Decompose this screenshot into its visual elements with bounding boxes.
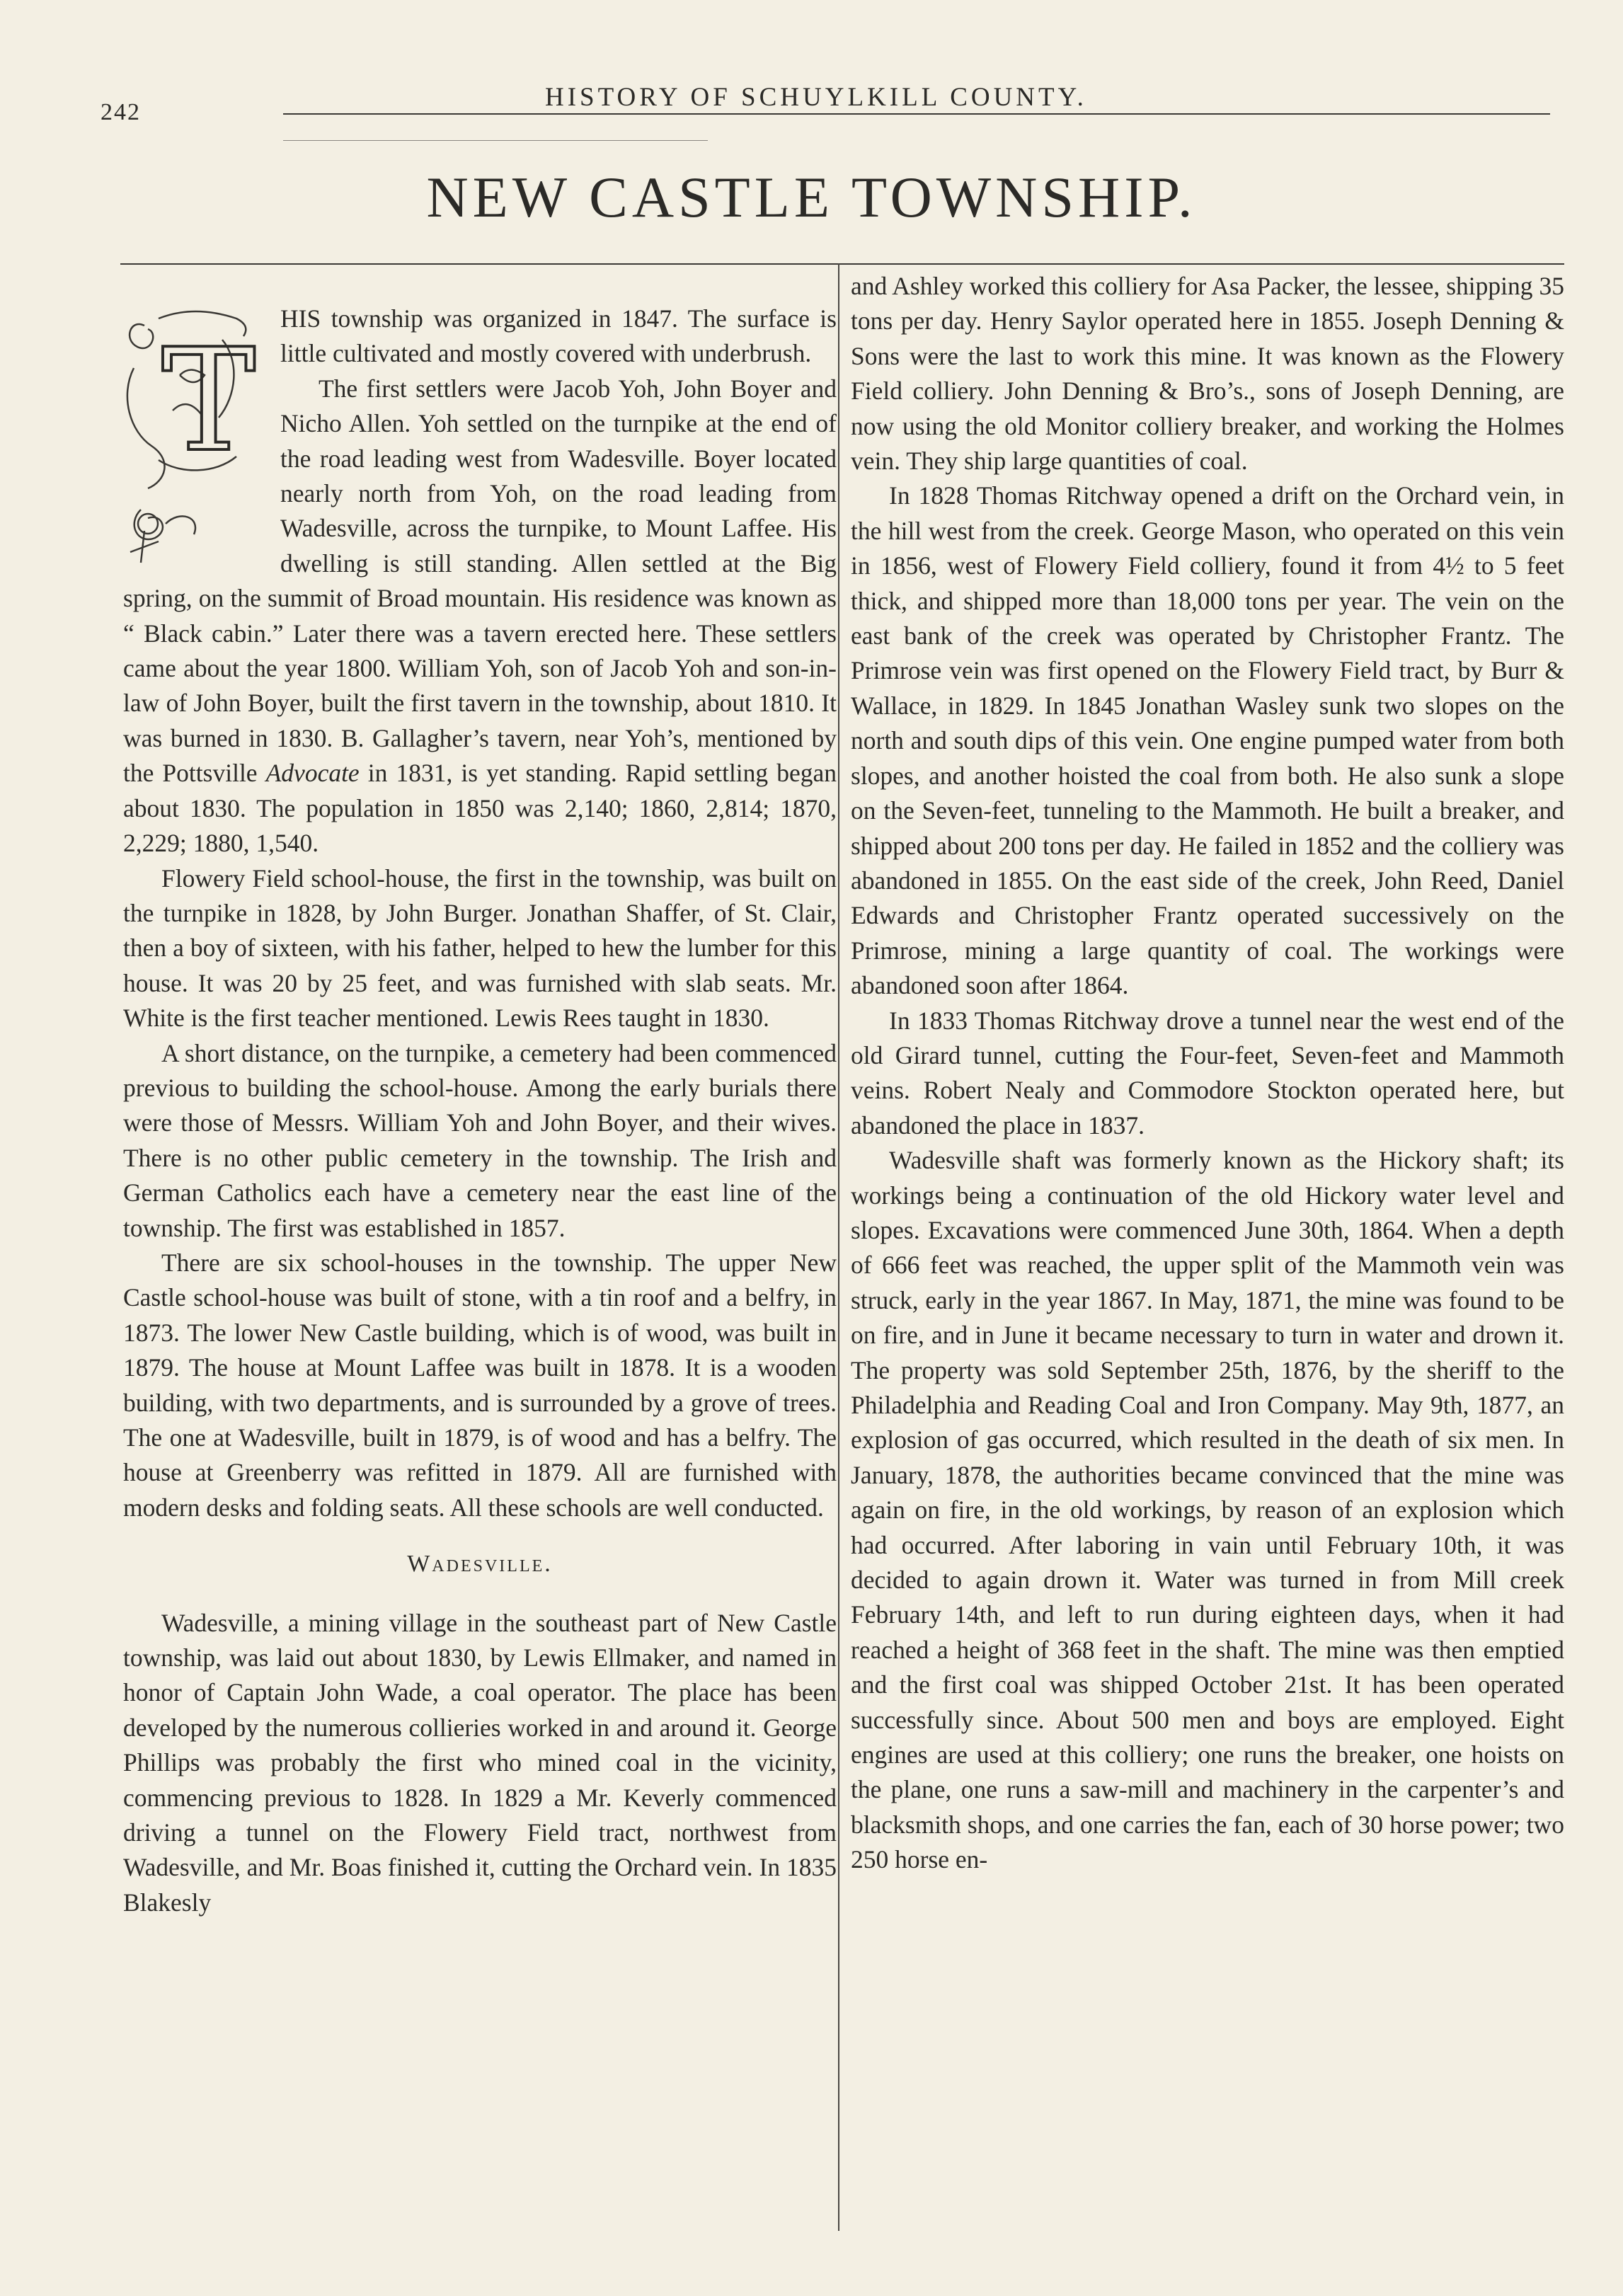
paragraph: In 1828 Thomas Ritchway opened a drift on the Orchard vein, in the hill west from the creek. George Mason, who operated on this vein in 1856, west of Flowery Field colliery, found it from 4½ to 5 feet thick, and shipped more than 18,000 tons per year. The vein on the east bank of the creek was operated by Christopher Frantz. The Primrose vein was first opened on the Flowery Field tract, by Burr & Wallace, in 1829. In 1845 Jonathan Wasley sunk two slopes on the north and south dips of this vein. One engine pumped water from both slopes, and another hoisted the coal from both. He also sunk a slope on the Seven-feet, tunneling to the Mammoth. He built a breaker, and shipped about 200 tons per day. He failed in 1852 and the colliery was abandoned in 1855. On the east side of the creek, John Reed, Daniel Edwards and Christopher Frantz operated successively on the Primrose, mining a large quantity of coal. The workings were abandoned soon after 1864. — [851, 481, 1564, 1000]
paragraph: Flowery Field school-house, the first in the township, was built on the turnpike in 1828, by John Burger. Jonathan Shaffer, of St. Clair, then a boy of sixteen, with his father, helped to hew the lumber for this house. It was 20 by 25 feet, and was furnished with slab seats. Mr. White is the first teacher mentioned. Lewis Rees taught in 1830. — [123, 863, 837, 1033]
paragraph: Wadesville, a mining village in the southeast part of New Castle township, was laid out about 1830, by Lewis Ellmaker, and named in honor of Captain John Wade, a coal operator. The place has been developed by the numerous collieries worked in and around it. George Phillips was probably the first who mined coal in the vicinity, commencing previous to 1828. In 1829 a Mr. Keverly commenced driving a tunnel on the Flowery Field tract, northwest from Wadesville, and Mr. Boas finished it, cutting the Orchard vein. In 1835 Blakesly — [123, 1608, 837, 1917]
paragraph: In 1833 Thomas Ritchway drove a tunnel near the west end of the old Girard tunnel, cutting the Four-feet, Seven-feet and Mammoth veins. Robert Nealy and Commodore Stockton operated here, but abandoned the place in 1837. — [851, 1006, 1564, 1140]
chapter-title: NEW CASTLE TOWNSHIP. — [426, 165, 1197, 229]
right-column — [851, 269, 1564, 2229]
ornamental-initial-icon — [116, 297, 270, 566]
left-column — [123, 269, 837, 2229]
column-divider — [838, 263, 839, 2231]
svg-text:T: T — [161, 318, 256, 483]
paragraph: There are six school-houses in the township. The upper New Castle school-house was built of stone, with a tin roof and a belfry, in 1873. The lower New Castle building, which is of wood, was built in 1879. The house at Mount Laffee was built in 1878. It is a wooden building, with two departments, and is surrounded by a grove of trees. The one at Wadesville, built in 1879, is of wood and has a belfry. The house at Greenberry was refitted in 1879. All are furnished with modern desks and folding seats. All these schools are well conducted. — [123, 1248, 837, 1522]
section-heading: Wadesville. — [407, 1551, 553, 1578]
paragraph: A short distance, on the turnpike, a cemetery had been commenced previous to building the school-house. Among the early burials there were those of Messrs. William Yoh and John Boyer, and their wives. There is no other public cemetery in the township. The Irish and German Catholics each have a cemetery near the east line of the township. The first was established in 1857. — [123, 1038, 837, 1242]
header-rule — [283, 113, 1550, 115]
title-rule — [120, 263, 1564, 265]
paragraph: HIS township was organized in 1847. The surface is little cultivated and mostly covered with underbrush. — [280, 304, 837, 368]
running-head: HISTORY OF SCHUYLKILL COUNTY. — [545, 83, 1087, 112]
paragraph: Wadesville shaft was formerly known as the Hickory shaft; its workings being a continuation of the old Hickory water level and slopes. Excavations were commenced June 30th, 1864. When a depth of 666 feet was reached, the upper split of the Mammoth vein was struck, early in the year 1867. In May, 1871, the mine was found to be on fire, and in June it became necessary to turn in water and drown it. The property was sold September 25th, 1876, by the sheriff to the Philadelphia and Reading Coal and Iron Company. May 9th, 1877, an explosion of gas occurred, which resulted in the death of six men. In January, 1878, the authorities became convinced that the mine was again on fire, in the old workings, by reason of an explosion which had occurred. After laboring in vain until February 10th, it was decided to again drown it. Water was turned in from Mill creek February 14th, and left to run during eighteen days, when it had reached a height of 368 feet in the shaft. The mine was then emptied and the first coal was shipped October 21st. It has been operated successfully since. About 500 men and boys are employed. Eight engines are used at this colliery; one runs the breaker, one hoists on the plane, one runs a saw-mill and machinery in the carpenter’s and blacksmith shops, and one carries the fan, each of 30 horse power; two 250 horse en- — [851, 1146, 1564, 1874]
paragraph: and Ashley worked this colliery for Asa Packer, the lessee, shipping 35 tons per day. Henry Saylor operated here in 1855. Joseph Denning & Sons were the last to work this mine. It was known as the Flowery Field colliery. John Denning & Bro’s., sons of Joseph Denning, are now using the old Monitor colliery breaker, and working the Holmes vein. They ship large quantities of coal. — [851, 272, 1564, 476]
page-number: 242 — [101, 99, 141, 125]
paragraph: The first settlers were Jacob Yoh, John Boyer and Nicho Allen. Yoh settled on the turnpike at the end of the road leading west from Wadesville. Boyer located nearly north from Yoh, on the road leading from Wadesville, across the turnpike, to Mount Laffee. His dwelling is still standing. Allen settled at the Big spring, on the summit of Broad mountain. His residence was known as “ Black cabin.” Later there was a tavern erected here. These settlers came about the year 1800. William Yoh, son of Jacob Yoh and son-in-law of John Boyer, built the first tavern in the township, about 1810. It was burned in 1830. B. Gallagher’s tavern, near Yoh’s, mentioned by the Pottsville Advocate in 1831, is yet standing. Rapid settling began about 1830. The population in 1850 was 2,140; 1860, 2,814; 1870, 2,229; 1880, 1,540. — [123, 374, 837, 858]
header-rule-thin — [283, 140, 708, 141]
